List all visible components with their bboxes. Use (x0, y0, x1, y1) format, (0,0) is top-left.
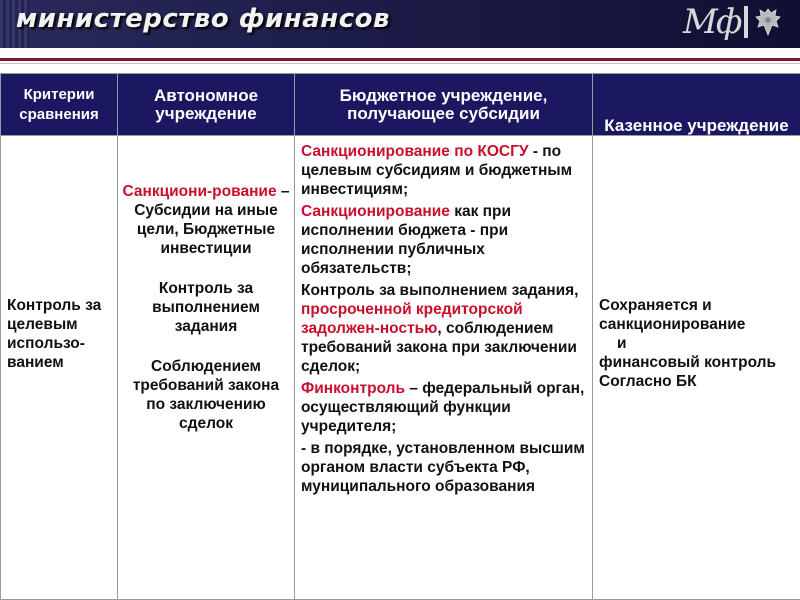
cell-autonomous (118, 136, 295, 600)
header-criteria: Критерии сравнения (1, 74, 118, 136)
autonomous-para-1 (122, 182, 290, 258)
state-line-4: Согласно БК (599, 373, 697, 390)
budget-control-text: Контроль за выполнением задания, (301, 282, 579, 299)
ministry-logo (683, 0, 782, 44)
budget-para-5: - в порядке, установленном высшим органом власти субъекта РФ, муниципального образования (301, 440, 585, 495)
budget-para-4 (301, 379, 588, 436)
header-budget: Бюджетное учреждение, получающее субсидии (295, 74, 593, 136)
state-line-2: и (617, 335, 627, 352)
budget-para-1 (301, 142, 588, 199)
state-line-3: финансовый контроль (599, 354, 777, 371)
cell-budget (295, 136, 593, 600)
budget-sanction-text: как при исполнении бюджета - при исполнении публичных обязательств; (301, 203, 512, 277)
stripe-line-thin (0, 63, 800, 64)
decorative-stripe (0, 48, 800, 73)
budget-kosgu-text: - по целевым субсидиям и бюджетным инвестициям; (301, 143, 573, 198)
cell-state (593, 136, 800, 600)
logo-bar (744, 6, 748, 38)
budget-fincontrol-text: – федеральный орган, осуществляющий функции учредителя; (301, 380, 585, 435)
budget-para-2 (301, 202, 588, 278)
comparison-table (0, 73, 800, 600)
ministry-title: министерство финансов (16, 4, 390, 34)
eagle-emblem-icon (754, 5, 782, 39)
header-state: Казенное учреждение (593, 74, 800, 136)
table-row (1, 136, 800, 600)
autonomous-para-2: Контроль за выполнением задания (152, 280, 260, 335)
budget-debt-term: просроченной кредиторской задолжен-ностью (301, 301, 523, 337)
header-autonomous: Автономное учреждение (118, 74, 295, 136)
budget-control-rest: , соблюдением требований закона при заключении сделок; (301, 320, 577, 375)
title-banner (0, 0, 800, 48)
logo-text: Мф (683, 2, 741, 42)
cell-criteria: Контроль за целевым использо-ванием (1, 136, 118, 600)
budget-sanction-term: Санкционирование (301, 203, 450, 220)
autonomous-sanction-term: Санкциони-рование (122, 183, 277, 200)
stripe-line (0, 58, 800, 61)
autonomous-para-3: Соблюдением требований закона по заключению сделок (132, 358, 280, 432)
budget-para-3 (301, 281, 588, 376)
budget-fincontrol-term: Финконтроль (301, 380, 406, 397)
header-row (1, 74, 800, 136)
budget-kosgu-term: Санкционирование по КОСГУ (301, 143, 529, 160)
autonomous-sanction-text: – Субсидии на иные цели, Бюджетные инвестиции (134, 183, 290, 257)
state-line-1: Сохраняется и санкционирование (599, 297, 746, 333)
